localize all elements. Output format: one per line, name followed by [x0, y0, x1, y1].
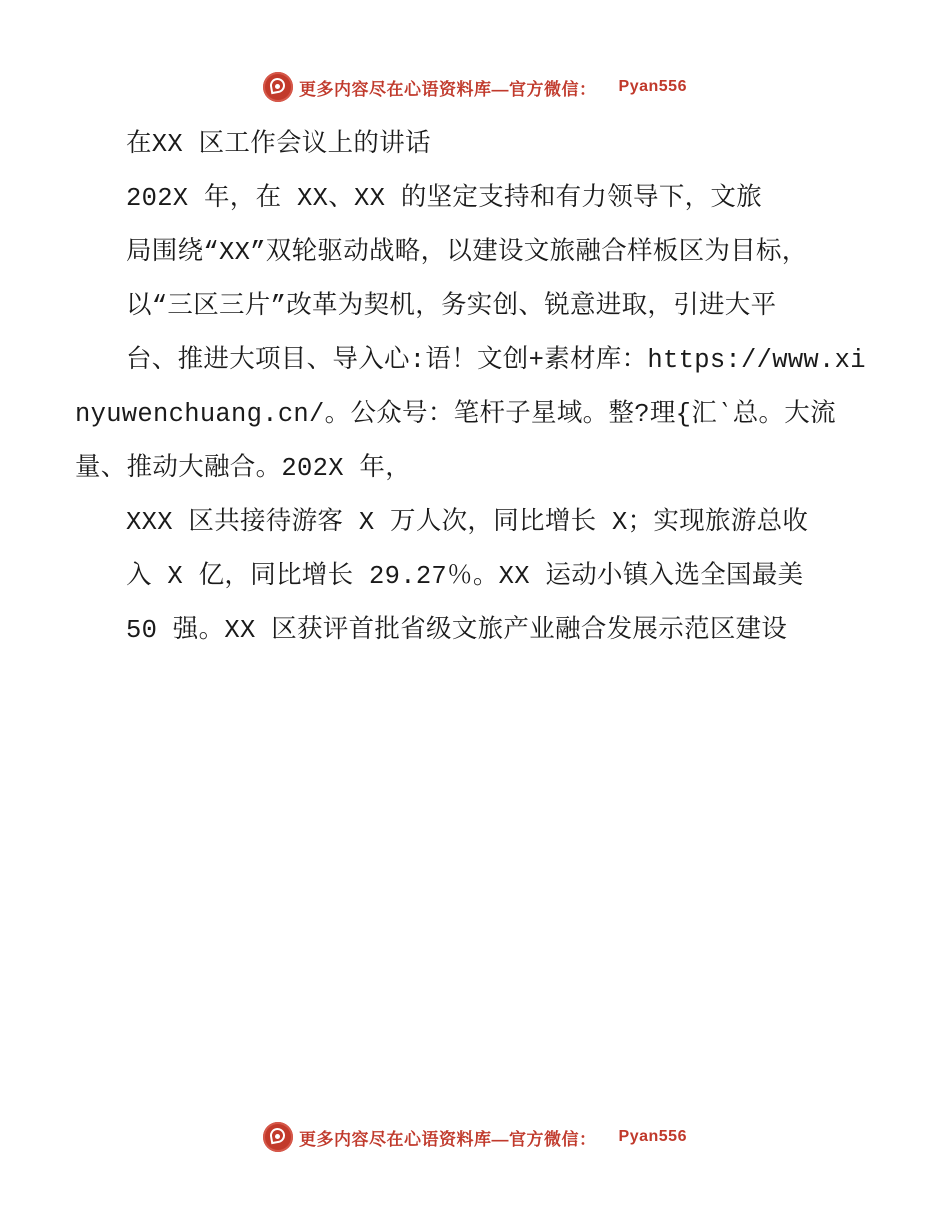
document-paragraph-title: 在XX 区工作会议上的讲话	[126, 130, 431, 159]
watermark-bottom-text: 更多内容尽在心语资料库—官方微信：	[299, 1129, 597, 1149]
document-paragraph: 局围绕“XX”双轮驱动战略，以建设文旅融合样板区为目标，	[126, 238, 808, 267]
document-paragraph: 202X 年，在 XX、XX 的坚定支持和有力领导下，文旅	[126, 184, 763, 213]
seal-logo-icon	[263, 72, 293, 102]
watermark-bottom	[0, 1122, 950, 1152]
seal-logo-icon	[263, 1122, 293, 1152]
document-paragraph: 台、推进大项目、导入心:语！文创+素材库：https://www.xinyuwenchuang.cn/。公众号：笔杆子星域。整?理{汇‵总。大流量、推动大融合。202X 年，	[75, 346, 866, 483]
watermark-top-text: 更多内容尽在心语资料库—官方微信：	[299, 79, 597, 99]
document-paragraph: 入 X 亿，同比增长 29.27％。XX 运动小镇入选全国最美	[126, 562, 804, 591]
document-text-body	[75, 118, 875, 658]
document-paragraph: 以“三区三片”改革为契机，务实创、锐意进取，引进大平	[126, 292, 777, 321]
watermark-bottom-handle: Pyan556	[618, 1128, 687, 1145]
document-paragraph: XXX 区共接待游客 X 万人次，同比增长 X；实现旅游总收	[126, 508, 809, 537]
watermark-top-handle: Pyan556	[618, 78, 687, 95]
watermark-top	[0, 72, 950, 102]
document-paragraph: 50 强。XX 区获评首批省级文旅产业融合发展示范区建设	[126, 616, 788, 645]
